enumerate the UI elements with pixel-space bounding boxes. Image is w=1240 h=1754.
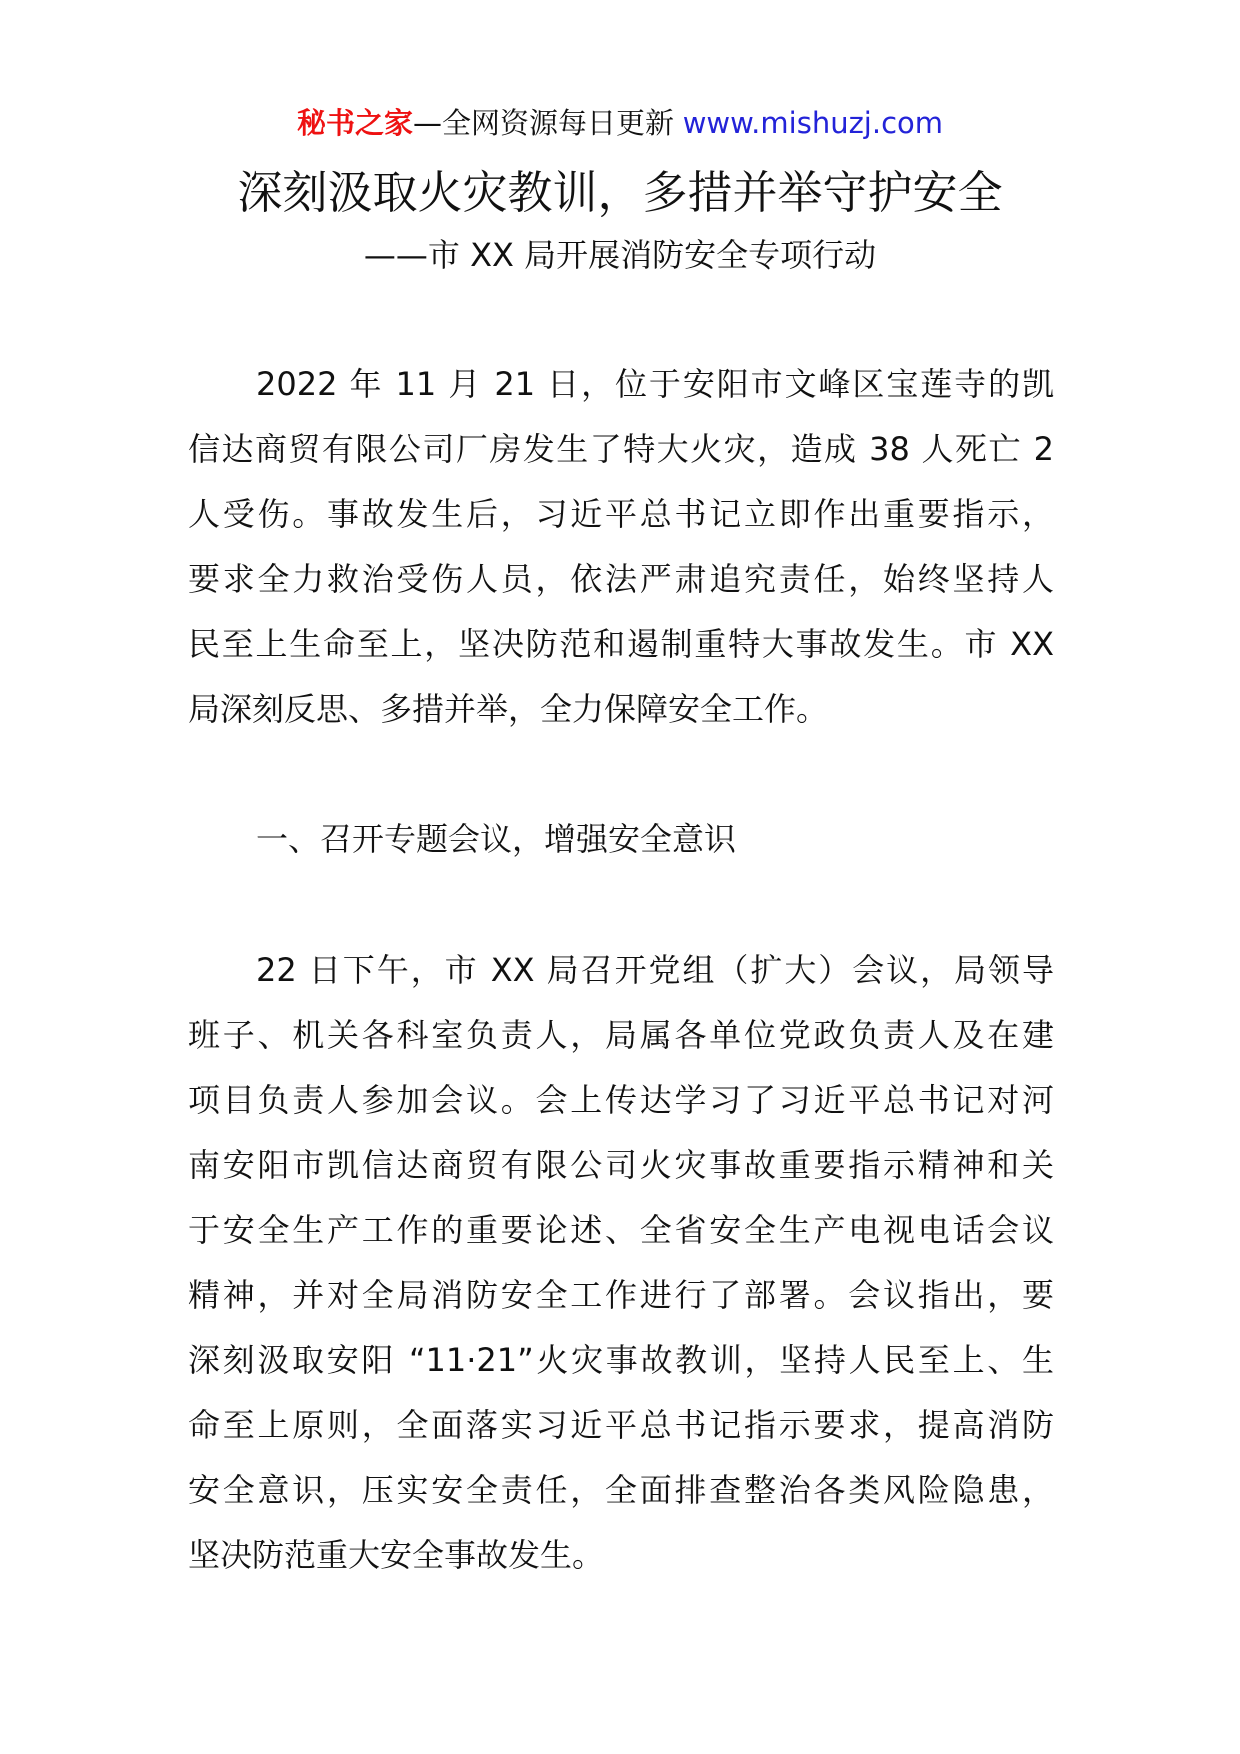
paragraph-line: 局深刻反思、多措并举，全力保障安全工作。 [188, 690, 829, 728]
paragraph-meeting [188, 938, 1054, 1588]
paragraph-intro [188, 352, 1054, 742]
paragraph-line: 人受伤。事故发生后，习近平总书记立即作出重要指示， [188, 495, 1054, 533]
document-title: 深刻汲取火灾教训，多措并举守护安全 [237, 166, 1003, 219]
paragraph-line: 信达商贸有限公司厂房发生了特大火灾，造成 38 人死亡 2 [188, 430, 1054, 468]
site-url: www.mishuzj.com [682, 106, 944, 140]
paragraph-line: 命至上原则，全面落实习近平总书记指示要求，提高消防 [188, 1406, 1054, 1444]
paragraph-line: 班子、机关各科室负责人，局属各单位党政负责人及在建 [188, 1016, 1054, 1054]
paragraph-line: 深刻汲取安阳 “11·21”火灾事故教训，坚持人民至上、生 [188, 1341, 1054, 1379]
site-banner [0, 104, 1240, 142]
paragraph-line: 2022 年 11 月 21 日，位于安阳市文峰区宝莲寺的凯 [256, 365, 1054, 403]
paragraph-line: 坚决防范重大安全事故发生。 [188, 1536, 605, 1574]
paragraph-line: 南安阳市凯信达商贸有限公司火灾事故重要指示精神和关 [188, 1146, 1054, 1184]
paragraph-line: 要求全力救治受伤人员，依法严肃追究责任，始终坚持人 [188, 560, 1054, 598]
site-brand-name: 秘书之家 [296, 106, 413, 140]
paragraph-line: 项目负责人参加会议。会上传达学习了习近平总书记对河 [188, 1081, 1054, 1119]
paragraph-line: 于安全生产工作的重要论述、全省安全生产电视电话会议 [188, 1211, 1054, 1249]
section-heading-1: 一、召开专题会议，增强安全意识 [256, 820, 737, 858]
document-subtitle: ——市 XX 局开展消防安全专项行动 [363, 236, 877, 274]
paragraph-line: 安全意识，压实安全责任，全面排查整治各类风险隐患， [188, 1471, 1054, 1509]
paragraph-line: 民至上生命至上，坚决防范和遏制重特大事故发生。市 XX [188, 625, 1054, 663]
paragraph-line: 精神，并对全局消防安全工作进行了部署。会议指出，要 [188, 1276, 1054, 1314]
site-tagline: —全网资源每日更新 [412, 106, 674, 140]
paragraph-line: 22 日下午，市 XX 局召开党组（扩大）会议，局领导 [256, 951, 1054, 989]
